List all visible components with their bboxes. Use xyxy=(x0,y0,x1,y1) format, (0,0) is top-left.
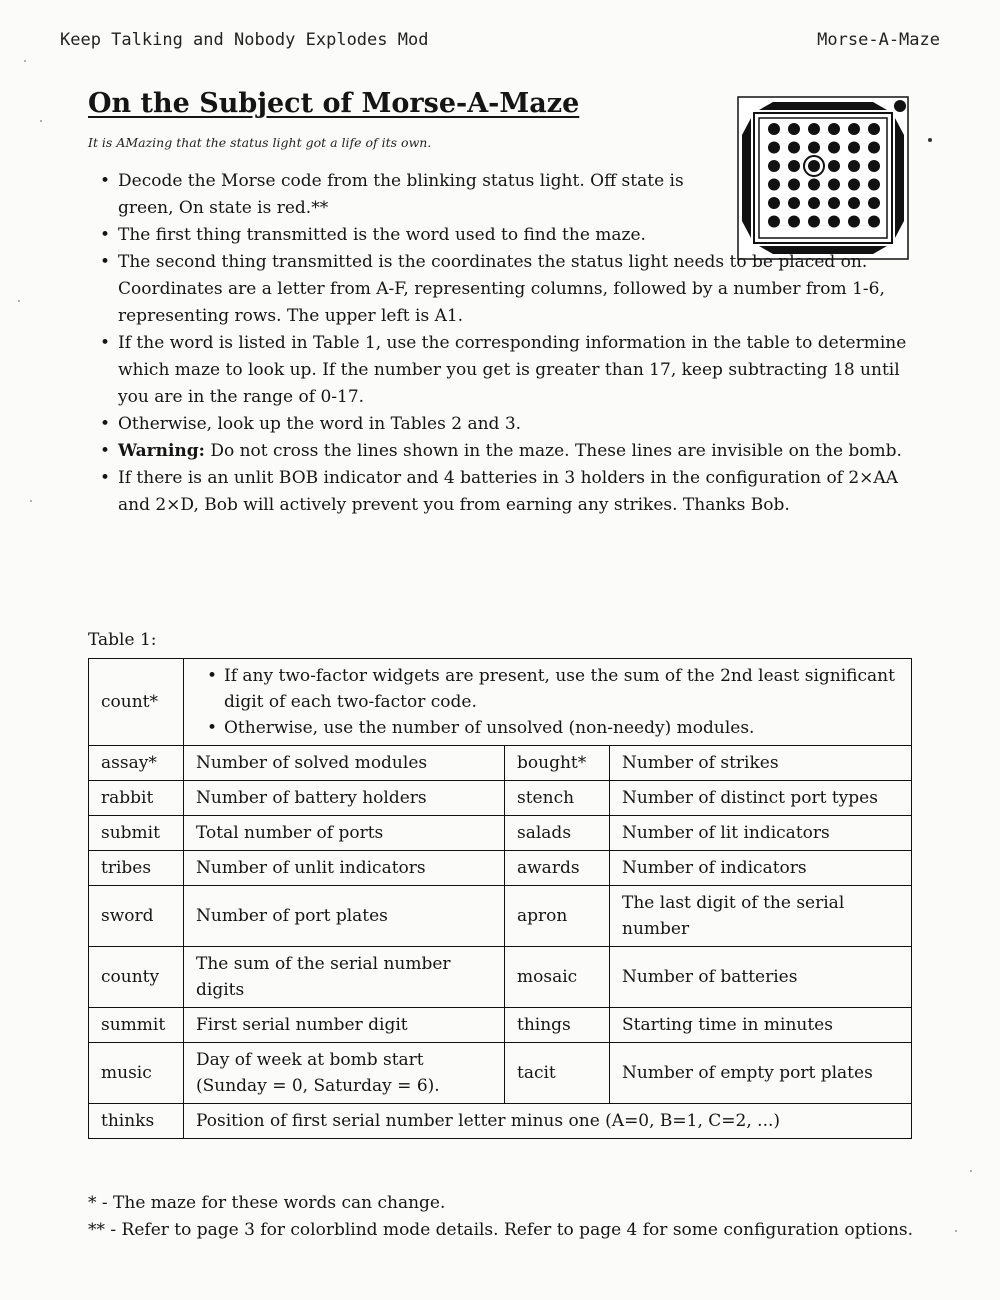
maze-dot xyxy=(808,123,820,135)
word-cell: mosaic xyxy=(505,947,610,1008)
rule-coordinates-text: The second thing transmitted is the coordinates the status light needs to be placed on. Coordinates are a letter from A-F, representing columns, followed by a number from 1-6, representing rows. The upper left is A1. xyxy=(118,252,885,326)
paper-speck xyxy=(30,500,32,502)
description-cell: Number of distinct port types xyxy=(610,781,912,816)
paper-speck xyxy=(40,120,42,122)
maze-dot xyxy=(768,123,780,135)
word-cell: sword xyxy=(89,886,184,947)
paper-speck xyxy=(24,60,26,62)
footnote-single-star: * - The maze for these words can change. xyxy=(88,1193,446,1213)
paper-speck xyxy=(955,1230,957,1232)
word-cell: tacit xyxy=(505,1043,610,1104)
rule-tables-2-3: • Otherwise, look up the word in Tables 2 and 3. xyxy=(118,411,914,438)
rules-list xyxy=(88,168,914,519)
maze-dot xyxy=(768,142,780,154)
word-cell: county xyxy=(89,947,184,1008)
maze-dot xyxy=(848,123,860,135)
description-cell: Number of batteries xyxy=(610,947,912,1008)
count-rule-two-factor: • If any two-factor widgets are present, use the sum of the 2nd least significant digit of each two-factor code. xyxy=(224,663,899,715)
description-cell: Total number of ports xyxy=(184,816,505,851)
paper-speck xyxy=(928,138,932,142)
page-title: On the Subject of Morse-A-Maze xyxy=(88,88,580,119)
rule-first-word: • The first thing transmitted is the word used to find the maze. xyxy=(118,222,914,249)
description-cell: Number of solved modules xyxy=(184,746,505,781)
word-cell: music xyxy=(89,1043,184,1104)
warning-label: Warning: xyxy=(118,441,205,461)
warning-text: Do not cross the lines shown in the maze. These lines are invisible on the bomb. xyxy=(210,441,902,461)
maze-dot xyxy=(868,142,880,154)
word-cell: count* xyxy=(89,659,184,746)
maze-dot xyxy=(808,142,820,154)
rule-warning xyxy=(118,438,914,465)
page-subtitle: It is AMazing that the status light got a life of its own. xyxy=(88,135,432,150)
description-cell: The last digit of the serial number xyxy=(610,886,912,947)
maze-dot xyxy=(788,123,800,135)
header-mod-title: Keep Talking and Nobody Explodes Mod xyxy=(60,30,429,50)
description-cell: Number of battery holders xyxy=(184,781,505,816)
table-row xyxy=(89,816,912,851)
maze-dot xyxy=(788,142,800,154)
word-cell: apron xyxy=(505,886,610,947)
maze-dot xyxy=(828,142,840,154)
table-row xyxy=(89,947,912,1008)
description-cell: First serial number digit xyxy=(184,1008,505,1043)
description-cell: Number of indicators xyxy=(610,851,912,886)
rule-bob: • If there is an unlit BOB indicator and 4 batteries in 3 holders in the configuration of 2×AA and 2×D, Bob will actively prevent you from earning any strikes. Thanks Bob. xyxy=(118,465,914,519)
header-module-name: Morse-A-Maze xyxy=(817,30,940,50)
description-cell: Number of strikes xyxy=(610,746,912,781)
description-cell: Number of empty port plates xyxy=(610,1043,912,1104)
word-cell: bought* xyxy=(505,746,610,781)
maze-dot xyxy=(848,142,860,154)
rule-decode: • Decode the Morse code from the blinking status light. Off state is green, On state is red.** xyxy=(118,168,914,222)
count-description xyxy=(184,659,912,746)
rule-coordinates xyxy=(118,249,914,330)
description-cell: Position of first serial number letter minus one (A=0, B=1, C=2, ...) xyxy=(184,1104,912,1139)
table-1 xyxy=(88,658,912,1139)
description-cell: Number of lit indicators xyxy=(610,816,912,851)
count-rule-otherwise: • Otherwise, use the number of unsolved (non-needy) modules. xyxy=(224,715,899,741)
table-row xyxy=(89,1043,912,1104)
description-cell: Day of week at bomb start (Sunday = 0, Saturday = 6). xyxy=(184,1043,505,1104)
word-cell: thinks xyxy=(89,1104,184,1139)
table-row xyxy=(89,746,912,781)
description-cell: Number of unlit indicators xyxy=(184,851,505,886)
table-row-thinks xyxy=(89,1104,912,1139)
table-row xyxy=(89,781,912,816)
word-cell: rabbit xyxy=(89,781,184,816)
maze-dot xyxy=(868,123,880,135)
table-row xyxy=(89,886,912,947)
table-row xyxy=(89,1008,912,1043)
description-cell: Number of port plates xyxy=(184,886,505,947)
rule-table-1: • If the word is listed in Table 1, use the corresponding information in the table to determine which maze to look up. If the number you get is greater than 17, keep subtracting 18 until you are in the range of 0-17. xyxy=(118,330,914,411)
word-cell: salads xyxy=(505,816,610,851)
word-cell: summit xyxy=(89,1008,184,1043)
word-cell: submit xyxy=(89,816,184,851)
table-1-label: Table 1: xyxy=(88,630,157,650)
paper-speck xyxy=(970,1170,972,1172)
maze-dot xyxy=(828,123,840,135)
description-cell: The sum of the serial number digits xyxy=(184,947,505,1008)
description-cell: Starting time in minutes xyxy=(610,1008,912,1043)
footnote-double-star: ** - Refer to page 3 for colorblind mode details. Refer to page 4 for some configuration options. xyxy=(88,1220,914,1240)
table-row xyxy=(89,851,912,886)
word-cell: things xyxy=(505,1008,610,1043)
paper-speck xyxy=(18,300,20,302)
word-cell: stench xyxy=(505,781,610,816)
footnotes xyxy=(88,1190,918,1244)
word-cell: tribes xyxy=(89,851,184,886)
word-cell: assay* xyxy=(89,746,184,781)
word-cell: awards xyxy=(505,851,610,886)
table-row-count xyxy=(89,659,912,746)
